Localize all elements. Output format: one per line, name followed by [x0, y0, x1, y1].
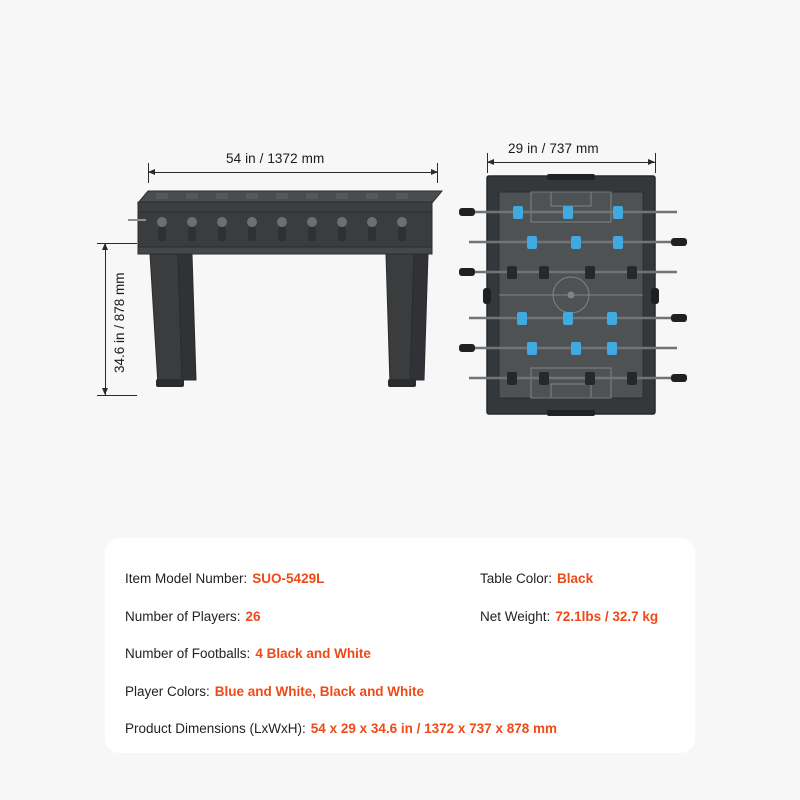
spec-value: 54 x 29 x 34.6 in / 1372 x 737 x 878 mm [310, 721, 557, 737]
specification-card [105, 538, 695, 753]
spec-row [125, 598, 675, 636]
front-view-width-label: 54 in / 1372 mm [226, 151, 325, 166]
spec-row [125, 635, 675, 673]
foosball-table-front-view [120, 175, 450, 435]
top-view-width-dimension-line [487, 162, 655, 163]
front-width-dimension-line [148, 172, 438, 173]
top-view-width-arrow-left [487, 159, 494, 165]
front-height-dimension-line [105, 243, 106, 395]
spec-key: Net Weight: [480, 608, 551, 624]
spec-value: Blue and White, Black and White [214, 683, 425, 699]
spec-key: Product Dimensions (LxWxH): [125, 721, 306, 737]
spec-product-dimensions [125, 721, 557, 736]
spec-table-color [480, 571, 593, 586]
spec-value: Black [557, 571, 594, 587]
foosball-table-top-view [455, 170, 715, 420]
spec-net-weight [480, 609, 658, 624]
spec-item-model-number [125, 571, 480, 586]
spec-number-of-players [125, 609, 480, 624]
top-view-width-label: 29 in / 737 mm [508, 141, 599, 156]
spec-value: SUO-5429L [252, 571, 325, 587]
spec-key: Table Color: [480, 571, 553, 587]
top-view-width-arrow-right [648, 159, 655, 165]
spec-row [125, 710, 675, 748]
front-height-arrow-up [102, 243, 108, 250]
spec-row [125, 673, 675, 711]
spec-number-of-footballs [125, 646, 480, 661]
spec-value: 4 Black and White [255, 646, 371, 662]
spec-value: 26 [245, 608, 261, 624]
spec-key: Player Colors: [125, 683, 210, 699]
spec-key: Item Model Number: [125, 571, 248, 587]
front-width-arrow-left [148, 169, 155, 175]
spec-row [125, 560, 675, 598]
spec-key: Number of Footballs: [125, 646, 251, 662]
spec-key: Number of Players: [125, 608, 241, 624]
spec-value: 72.1lbs / 32.7 kg [555, 608, 659, 624]
spec-rows [125, 560, 675, 748]
front-height-arrow-down [102, 388, 108, 395]
spec-player-colors [125, 684, 480, 699]
front-view-height-label: 34.6 in / 878 mm [112, 272, 127, 373]
